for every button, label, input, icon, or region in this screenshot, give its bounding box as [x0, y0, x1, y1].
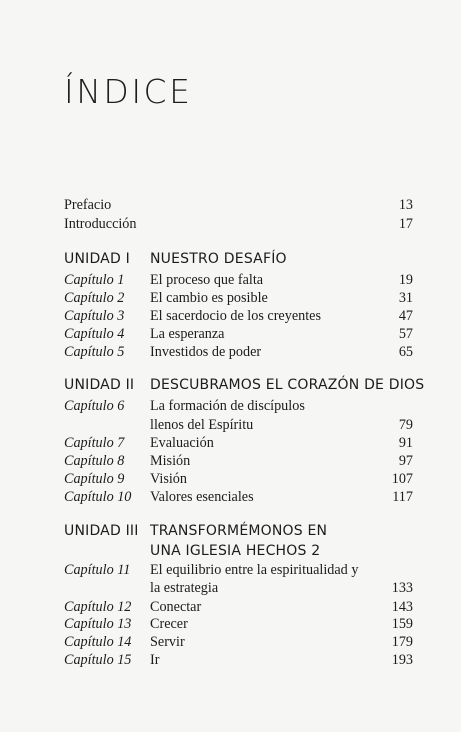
- page-number: 143: [391, 599, 413, 615]
- chapter-label: Capítulo 6: [64, 398, 125, 414]
- chapter-title: El sacerdocio de los creyentes: [150, 308, 321, 324]
- page-number: 13: [398, 197, 413, 213]
- unit-heading: [0, 248, 461, 270]
- chapter-label: Capítulo 5: [64, 344, 125, 360]
- chapter-entry: [0, 433, 461, 453]
- page-number: 97: [398, 453, 413, 469]
- page-number: 179: [391, 634, 413, 650]
- unit-title-continued: UNA IGLESIA HECHOS 2: [150, 543, 321, 559]
- chapter-title: Crecer: [150, 616, 188, 632]
- chapter-title: El equilibrio entre la espiritualidad y: [150, 562, 359, 578]
- chapter-label: Capítulo 12: [64, 599, 132, 615]
- entry-label: Prefacio: [64, 197, 112, 213]
- chapter-label: Capítulo 7: [64, 435, 125, 451]
- chapter-title: Investidos de poder: [150, 344, 262, 360]
- page-number: 133: [391, 580, 413, 596]
- entry-label: Introducción: [64, 216, 137, 232]
- chapter-title-continued: llenos del Espíritu: [150, 417, 254, 433]
- page-title: ÍNDICE: [64, 72, 193, 111]
- chapter-entry: [0, 451, 461, 471]
- chapter-entry: [0, 270, 461, 290]
- unit-title: TRANSFORMÉMONOS EN: [150, 523, 328, 539]
- chapter-entry: [0, 396, 461, 416]
- chapter-entry: [0, 469, 461, 489]
- page-number: 91: [398, 435, 413, 451]
- chapter-label: Capítulo 13: [64, 616, 132, 632]
- chapter-title: Evaluación: [150, 435, 214, 451]
- chapter-label: Capítulo 10: [64, 489, 132, 505]
- chapter-title: Ir: [150, 652, 160, 668]
- chapter-entry: [0, 614, 461, 634]
- page-number: 17: [398, 216, 413, 232]
- unit-label: UNIDAD I: [64, 251, 130, 267]
- chapter-title: Visión: [150, 471, 187, 487]
- chapter-title: El cambio es posible: [150, 290, 268, 306]
- chapter-title: Valores esenciales: [150, 489, 254, 505]
- chapter-entry-continued: [0, 578, 461, 598]
- chapter-label: Capítulo 2: [64, 290, 125, 306]
- page-number: 159: [391, 616, 413, 632]
- chapter-title-continued: la estrategia: [150, 580, 219, 596]
- chapter-title: Servir: [150, 634, 185, 650]
- chapter-label: Capítulo 8: [64, 453, 125, 469]
- chapter-label: Capítulo 3: [64, 308, 125, 324]
- page-number: 57: [398, 326, 413, 342]
- chapter-title: El proceso que falta: [150, 272, 264, 288]
- unit-heading: [0, 520, 461, 542]
- unit-title: NUESTRO DESAFÍO: [150, 251, 287, 267]
- chapter-title: Conectar: [150, 599, 202, 615]
- chapter-entry: [0, 342, 461, 362]
- page-number: 31: [398, 290, 413, 306]
- page-number: 193: [391, 652, 413, 668]
- chapter-entry: [0, 650, 461, 670]
- chapter-entry-continued: [0, 415, 461, 435]
- page-number: 117: [392, 489, 413, 505]
- front-entry: [0, 195, 461, 215]
- unit-title: DESCUBRAMOS EL CORAZÓN DE DIOS: [150, 377, 425, 393]
- chapter-entry: [0, 632, 461, 652]
- page-number: 47: [398, 308, 413, 324]
- chapter-entry: [0, 288, 461, 308]
- chapter-label: Capítulo 14: [64, 634, 132, 650]
- chapter-title: La formación de discípulos: [150, 398, 305, 414]
- chapter-entry: [0, 560, 461, 580]
- chapter-entry: [0, 324, 461, 344]
- chapter-label: Capítulo 11: [64, 562, 131, 578]
- chapter-label: Capítulo 1: [64, 272, 125, 288]
- unit-heading: [0, 374, 461, 396]
- chapter-label: Capítulo 9: [64, 471, 125, 487]
- unit-label: UNIDAD III: [64, 523, 139, 539]
- chapter-title: La esperanza: [150, 326, 225, 342]
- unit-label: UNIDAD II: [64, 377, 135, 393]
- chapter-label: Capítulo 15: [64, 652, 132, 668]
- chapter-entry: [0, 306, 461, 326]
- page-number: 65: [398, 344, 413, 360]
- chapter-label: Capítulo 4: [64, 326, 125, 342]
- front-entry: [0, 214, 461, 234]
- page-number: 107: [391, 471, 413, 487]
- page-number: 79: [398, 417, 413, 433]
- chapter-entry: [0, 487, 461, 507]
- page-number: 19: [398, 272, 413, 288]
- chapter-title: Misión: [150, 453, 191, 469]
